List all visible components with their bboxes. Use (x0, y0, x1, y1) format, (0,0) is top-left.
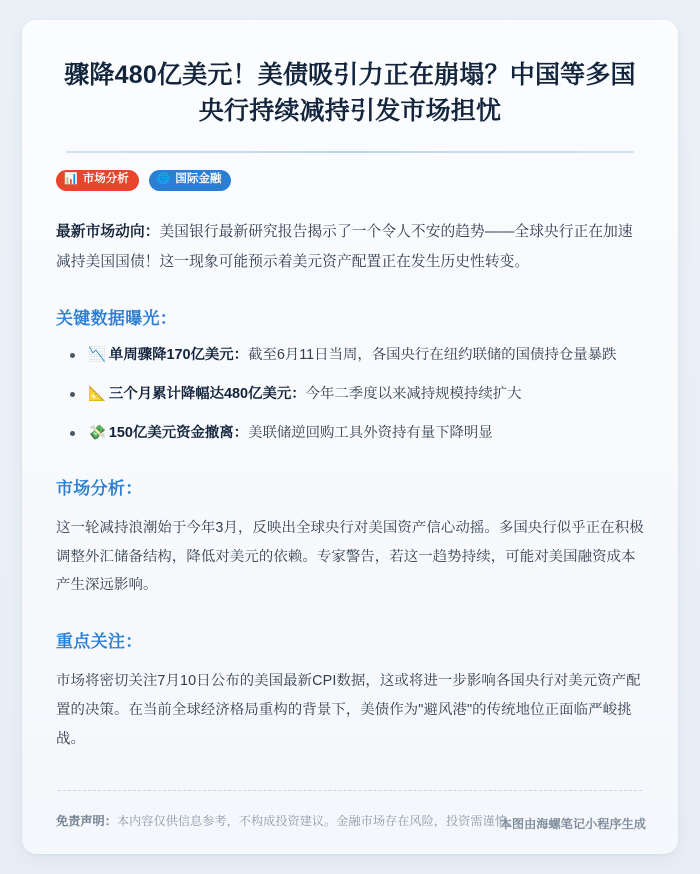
list-item-text: 今年二季度以来减持规模持续扩大 (305, 386, 522, 403)
tag-label: 国际金融 (175, 173, 222, 185)
title-divider (66, 151, 634, 153)
list-item (68, 421, 644, 446)
lede-label: 最新市场动向： (56, 223, 160, 240)
down-chart-icon: 📉 (88, 347, 106, 364)
disclaimer-label: 免责声明： (56, 813, 117, 828)
list-item (68, 382, 644, 407)
footer-credit: 本图由海螺笔记小程序生成 (499, 817, 646, 831)
list-item-text: 美联储逆回购工具外资持有量下降明显 (248, 425, 493, 442)
list-item-key: 150亿美元资金撤离： (108, 425, 249, 442)
list-item-key: 单周骤降170亿美元： (108, 347, 249, 364)
list-item-key: 三个月累计降幅达480亿美元： (108, 386, 306, 403)
tag-market-analysis[interactable] (56, 170, 139, 191)
lede-paragraph (56, 217, 644, 277)
money-fly-icon: 💸 (88, 425, 106, 442)
tag-label: 市场分析 (82, 173, 129, 185)
market-analysis-paragraph: 这一轮减持浪潮始于今年3月，反映出全球央行对美国资产信心动摇。多国央行似乎正在积极调整外汇储备结构，降低对美元的依赖。专家警告，若这一趋势持续，可能对美国融资成本产生深远影响。 (56, 519, 644, 594)
lede-text: 美国银行最新研究报告揭示了一个令人不安的趋势——全球央行正在加速减持美国国债！这一现象可能预示着美元资产配置正在发生历史性转变。 (56, 223, 633, 270)
footer-divider (58, 790, 642, 791)
tag-list (56, 170, 644, 191)
section-heading-key-data: 关键数据曝光： (56, 309, 178, 329)
ruler-icon: 📐 (88, 386, 106, 403)
chart-icon: 📊 (64, 173, 78, 186)
disclaimer-text: 本内容仅供信息参考，不构成投资建议。金融市场存在风险，投资需谨慎。 (116, 813, 520, 828)
globe-icon: 🌐 (156, 173, 171, 186)
list-item (68, 343, 644, 368)
section-heading-market-analysis: 市场分析： (56, 478, 143, 498)
article-card (22, 20, 678, 854)
page-title: 骤降480亿美元！美债吸引力正在崩塌？中国等多国央行持续减持引发市场担忧 (64, 61, 636, 125)
tag-international-finance[interactable] (149, 170, 232, 191)
key-data-list (54, 343, 646, 447)
section-heading-focus: 重点关注： (56, 632, 143, 652)
list-item-text: 截至6月11日当周，各国央行在纽约联储的国债持仓量暴跌 (248, 347, 617, 364)
focus-paragraph: 市场将密切关注7月10日公布的美国最新CPI数据，这或将进一步影响各国央行对美元资产配置的决策。在当前全球经济格局重构的背景下，美债作为"避风港"的传统地位正面临严峻挑战。 (56, 673, 641, 747)
